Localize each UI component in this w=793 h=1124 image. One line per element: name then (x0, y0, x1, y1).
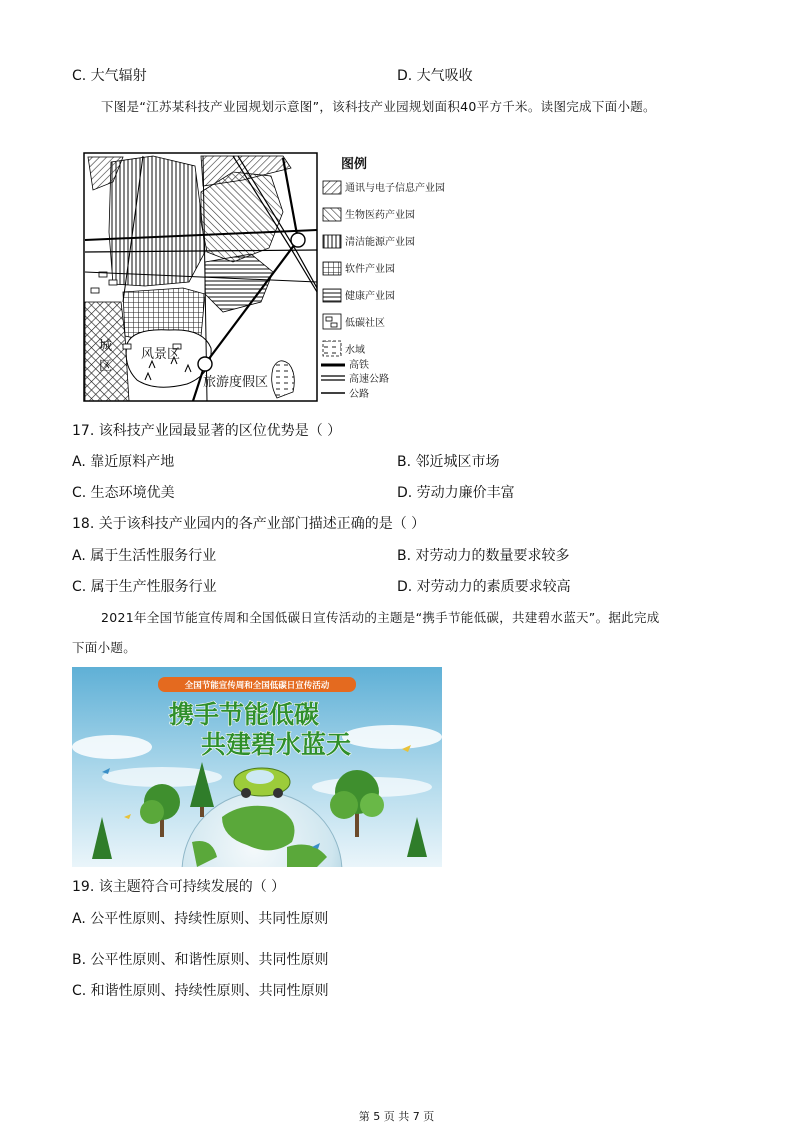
legend-label: 高速公路 (349, 374, 389, 385)
grid-hatch-icon (323, 262, 341, 275)
legend-item (323, 341, 365, 356)
city-label-1: 城 (99, 339, 113, 354)
industrial-park-map (83, 152, 461, 404)
diagonal-backslash-hatch-icon (323, 181, 341, 194)
building-block-icon (323, 314, 341, 329)
city-label-2: 区 (99, 359, 113, 374)
legend-label: 水域 (345, 345, 365, 356)
legend-label: 健康产业园 (345, 291, 395, 302)
horizontal-hatch-icon (323, 289, 341, 302)
legend-item (321, 387, 369, 400)
water-icon (323, 341, 341, 356)
q17-option-b: B. 邻近城区市场 (397, 454, 500, 470)
q18-stem: 18. 关于该科技产业园内的各产业部门描述正确的是（ ） (72, 516, 426, 532)
legend-label: 低碳社区 (345, 318, 385, 329)
interchange-circle (291, 233, 305, 247)
legend-item (323, 208, 415, 221)
q17-stem: 17. 该科技产业园最显著的区位优势是（ ） (72, 423, 342, 439)
q16-option-d: D. 大气吸收 (397, 68, 473, 84)
intro-paragraph-1: 下图是“江苏某科技产业园规划示意图”，该科技产业园规划面积40平方千米。读图完成下面小题。 (101, 99, 656, 114)
electric-car-icon (234, 768, 290, 798)
q16-option-c: C. 大气辐射 (72, 68, 147, 84)
legend-item (323, 289, 395, 302)
water-area (272, 361, 295, 398)
legend-label: 软件产业园 (345, 264, 395, 275)
legend-item (323, 262, 395, 275)
poster-slogan-line-1: 携手节能低碳 (168, 700, 320, 729)
q18-option-b: B. 对劳动力的数量要求较多 (397, 548, 570, 564)
legend-label: 通讯与电子信息产业园 (345, 183, 445, 194)
scenic-label: 风景区 (141, 347, 181, 362)
legend-title: 图例 (341, 157, 368, 172)
q19-option-a: A. 公平性原则、持续性原则、共同性原则 (72, 911, 329, 927)
low-carbon-community-block (123, 344, 131, 349)
resort-label: 旅游度假区 (203, 375, 269, 390)
legend-label: 高铁 (349, 360, 369, 371)
legend-item (321, 358, 369, 371)
clean-energy-park-area (109, 156, 205, 286)
q17-option-a: A. 靠近原料产地 (72, 454, 175, 470)
low-carbon-community-block (91, 288, 99, 293)
q19-option-c: C. 和谐性原则、持续性原则、共同性原则 (72, 983, 329, 999)
poster-banner-text: 全国节能宣传周和全国低碳日宣传活动 (184, 681, 330, 691)
q19-stem: 19. 该主题符合可持续发展的（ ） (72, 879, 286, 895)
legend-label: 清洁能源产业园 (345, 237, 415, 248)
intro-paragraph-2-line-1: 2021年全国节能宣传周和全国低碳日宣传活动的主题是“携手节能低碳，共建碧水蓝天”。据此完成 (101, 610, 660, 625)
legend-label: 生物医药产业园 (345, 210, 415, 221)
legend-item (323, 314, 385, 329)
legend-label: 公路 (349, 389, 369, 400)
legend-item (323, 235, 415, 248)
page-footer: 第 5 页 共 7 页 (358, 1110, 435, 1123)
q18-option-c: C. 属于生产性服务行业 (72, 579, 217, 595)
intro-paragraph-2-line-2: 下面小题。 (72, 640, 137, 655)
q17-option-d: D. 劳动力廉价丰富 (397, 485, 515, 501)
poster-slogan-line-2: 共建碧水蓝天 (200, 730, 352, 759)
interchange-circle (198, 357, 212, 371)
vertical-hatch-icon (323, 235, 341, 248)
legend-item (321, 372, 389, 385)
diagonal-slash-hatch-icon (323, 208, 341, 221)
legend-item (323, 181, 445, 194)
q19-option-b: B. 公平性原则、和谐性原则、共同性原则 (72, 952, 329, 968)
q18-option-a: A. 属于生活性服务行业 (72, 548, 217, 564)
q17-option-c: C. 生态环境优美 (72, 485, 175, 501)
low-carbon-community-block (109, 280, 117, 285)
low-carbon-poster (72, 667, 442, 867)
expressway-line-icon (321, 376, 345, 380)
q18-option-d: D. 对劳动力的素质要求较高 (397, 579, 571, 595)
